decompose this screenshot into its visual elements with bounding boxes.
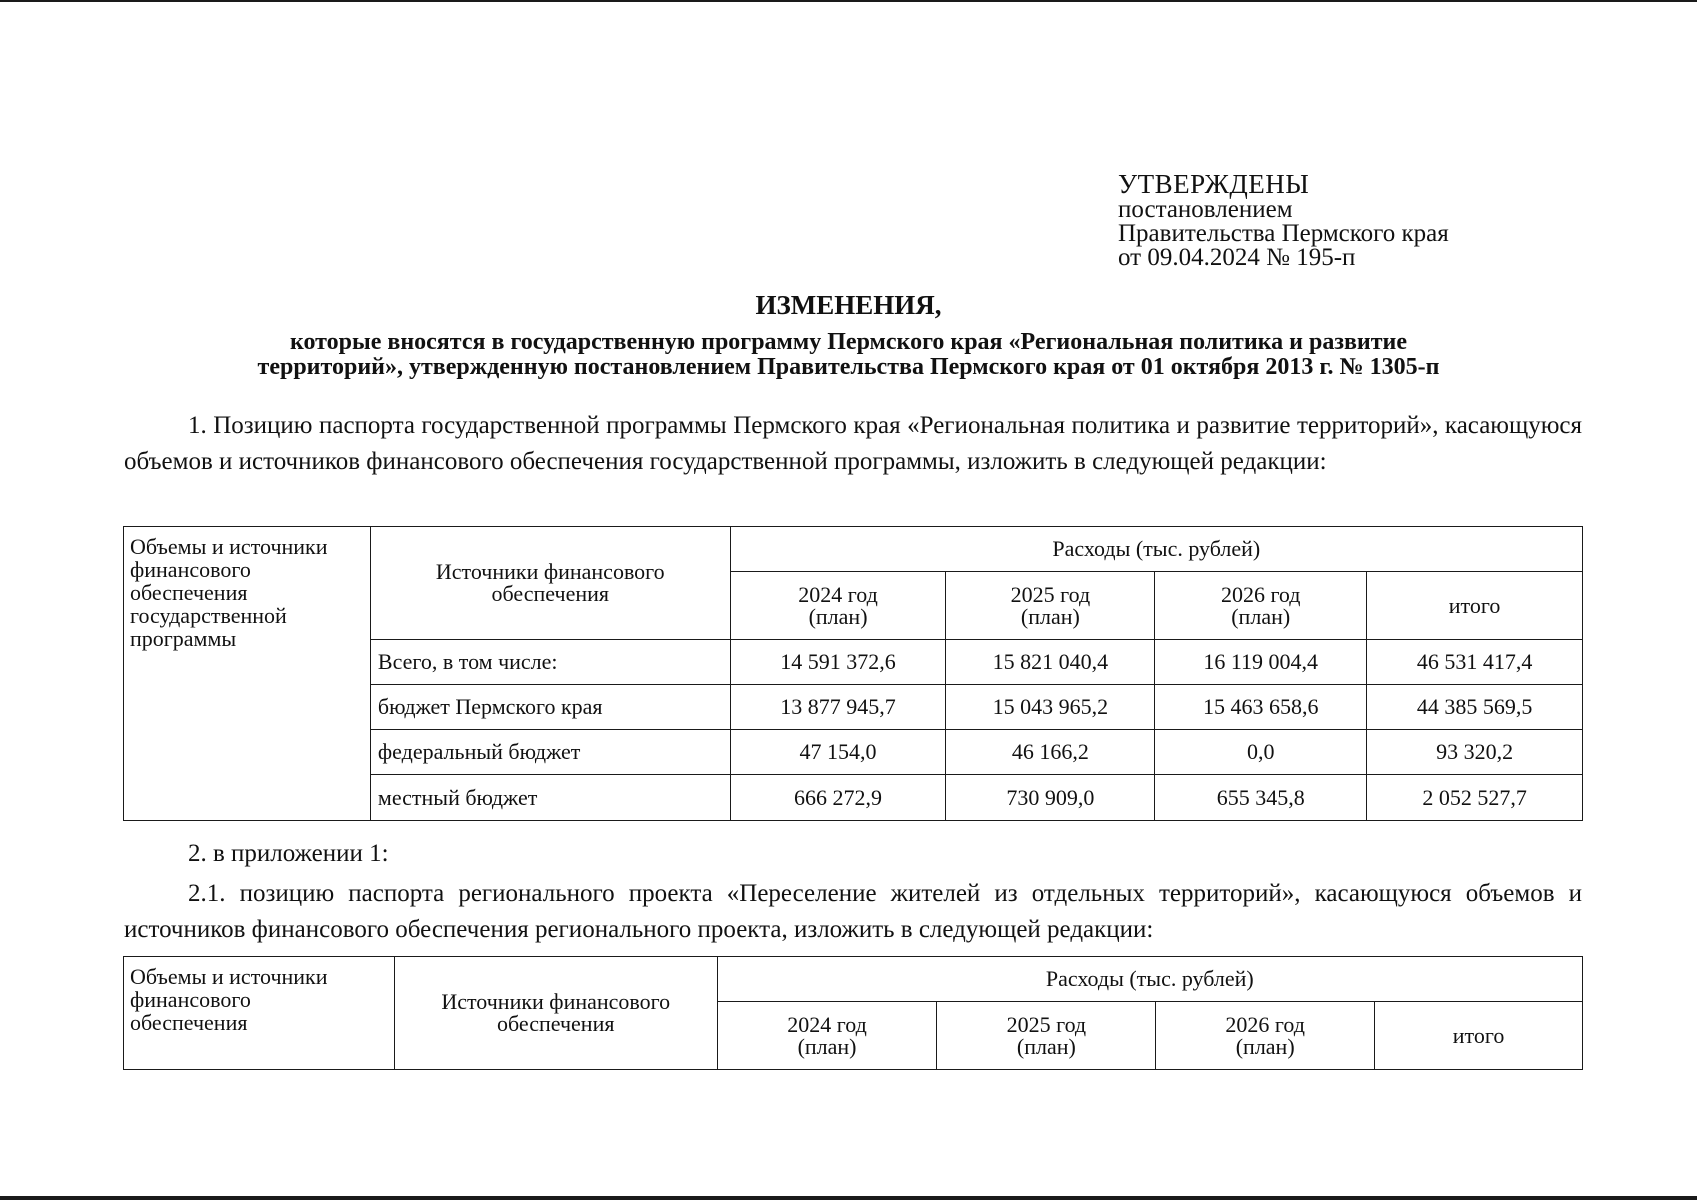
expenses-header: Расходы (тыс. рублей) <box>730 527 1582 572</box>
total-cell: 44 385 569,5 <box>1367 685 1583 730</box>
paragraph-text: 1. Позицию паспорта государственной программы Пермского края «Региональная политика и развитие территорий», касающуюся объемов и источников финансового обеспечения государственной программы, изложить в следующей редакции: <box>124 412 1582 475</box>
value-cell: 0,0 <box>1155 730 1367 775</box>
source-cell: Всего, в том числе: <box>370 640 730 685</box>
value-cell: 47 154,0 <box>730 730 946 775</box>
value-cell: 46 166,2 <box>946 730 1155 775</box>
header-line: Источники финансового <box>435 559 665 584</box>
header-line: государственной <box>130 603 287 628</box>
header-line: обеспечения <box>130 1010 248 1035</box>
total-cell: 93 320,2 <box>1367 730 1583 775</box>
scan-top-edge <box>0 0 1697 2</box>
approval-line: Правительства Пермского края <box>1118 220 1449 247</box>
approval-line: от 09.04.2024 № 195-п <box>1118 244 1356 271</box>
header-line: Источники финансового <box>441 989 671 1014</box>
value-cell: 13 877 945,7 <box>730 685 946 730</box>
header-line: Объемы и источники <box>130 964 328 989</box>
header-line: обеспечения <box>497 1011 615 1036</box>
paragraph-text: 2. в приложении 1: <box>188 840 389 867</box>
document-subtitle <box>150 330 1547 380</box>
value-cell: 15 821 040,4 <box>946 640 1155 685</box>
funding-table-2 <box>123 956 1583 1070</box>
header-line: финансового <box>130 987 251 1012</box>
source-cell: бюджет Пермского края <box>370 685 730 730</box>
header-line: финансового <box>130 557 251 582</box>
sources-header <box>370 527 730 640</box>
paragraph-text: 2.1. позицию паспорта регионального проекта «Переселение жителей из отдельных территорий», касающуюся объемов и источников финансового обеспечения регионального проекта, изложить в следующей редакции: <box>124 880 1582 943</box>
sources-header <box>394 957 717 1070</box>
paragraph-3 <box>124 876 1582 948</box>
paragraph-1 <box>124 408 1582 480</box>
header-line: обеспечения <box>491 581 609 606</box>
table-left-header <box>124 957 395 1070</box>
total-cell: 46 531 417,4 <box>1367 640 1583 685</box>
header-line: обеспечения <box>130 580 248 605</box>
total-cell: 2 052 527,7 <box>1367 775 1583 821</box>
value-cell: 666 272,9 <box>730 775 946 821</box>
value-cell: 16 119 004,4 <box>1155 640 1367 685</box>
year-header: 2024 год (план) <box>717 1002 937 1070</box>
year-header: 2025 год (план) <box>937 1002 1156 1070</box>
year-header: 2026 год (план) <box>1155 572 1367 640</box>
header-line: Объемы и источники <box>130 534 328 559</box>
paragraph-2 <box>124 836 1582 872</box>
funding-table-1 <box>123 526 1583 821</box>
value-cell: 14 591 372,6 <box>730 640 946 685</box>
total-header: итого <box>1375 1002 1583 1070</box>
subtitle-line: которые вносятся в государственную программу Пермского края «Региональная политика и развитие <box>289 329 1408 355</box>
value-cell: 655 345,8 <box>1155 775 1367 821</box>
approval-stamp: УТВЕРЖДЕНЫ <box>1118 169 1310 199</box>
subtitle-line: территорий», утвержденную постановлением Правительства Пермского края от 01 октября 2013 г. № 1305-п <box>257 354 1440 380</box>
expenses-header: Расходы (тыс. рублей) <box>717 957 1582 1002</box>
year-header: 2026 год (план) <box>1156 1002 1375 1070</box>
approval-block <box>1118 170 1449 270</box>
value-cell: 730 909,0 <box>946 775 1155 821</box>
table-left-header <box>124 527 371 821</box>
document-title: ИЗМЕНЕНИЯ, <box>755 290 942 320</box>
source-cell: местный бюджет <box>370 775 730 821</box>
value-cell: 15 043 965,2 <box>946 685 1155 730</box>
approval-line: постановлением <box>1118 196 1293 223</box>
year-header: 2025 год (план) <box>946 572 1155 640</box>
year-header: 2024 год (план) <box>730 572 946 640</box>
scan-bottom-edge <box>0 1196 1697 1200</box>
source-cell: федеральный бюджет <box>370 730 730 775</box>
value-cell: 15 463 658,6 <box>1155 685 1367 730</box>
header-line: программы <box>130 626 237 651</box>
total-header: итого <box>1367 572 1583 640</box>
